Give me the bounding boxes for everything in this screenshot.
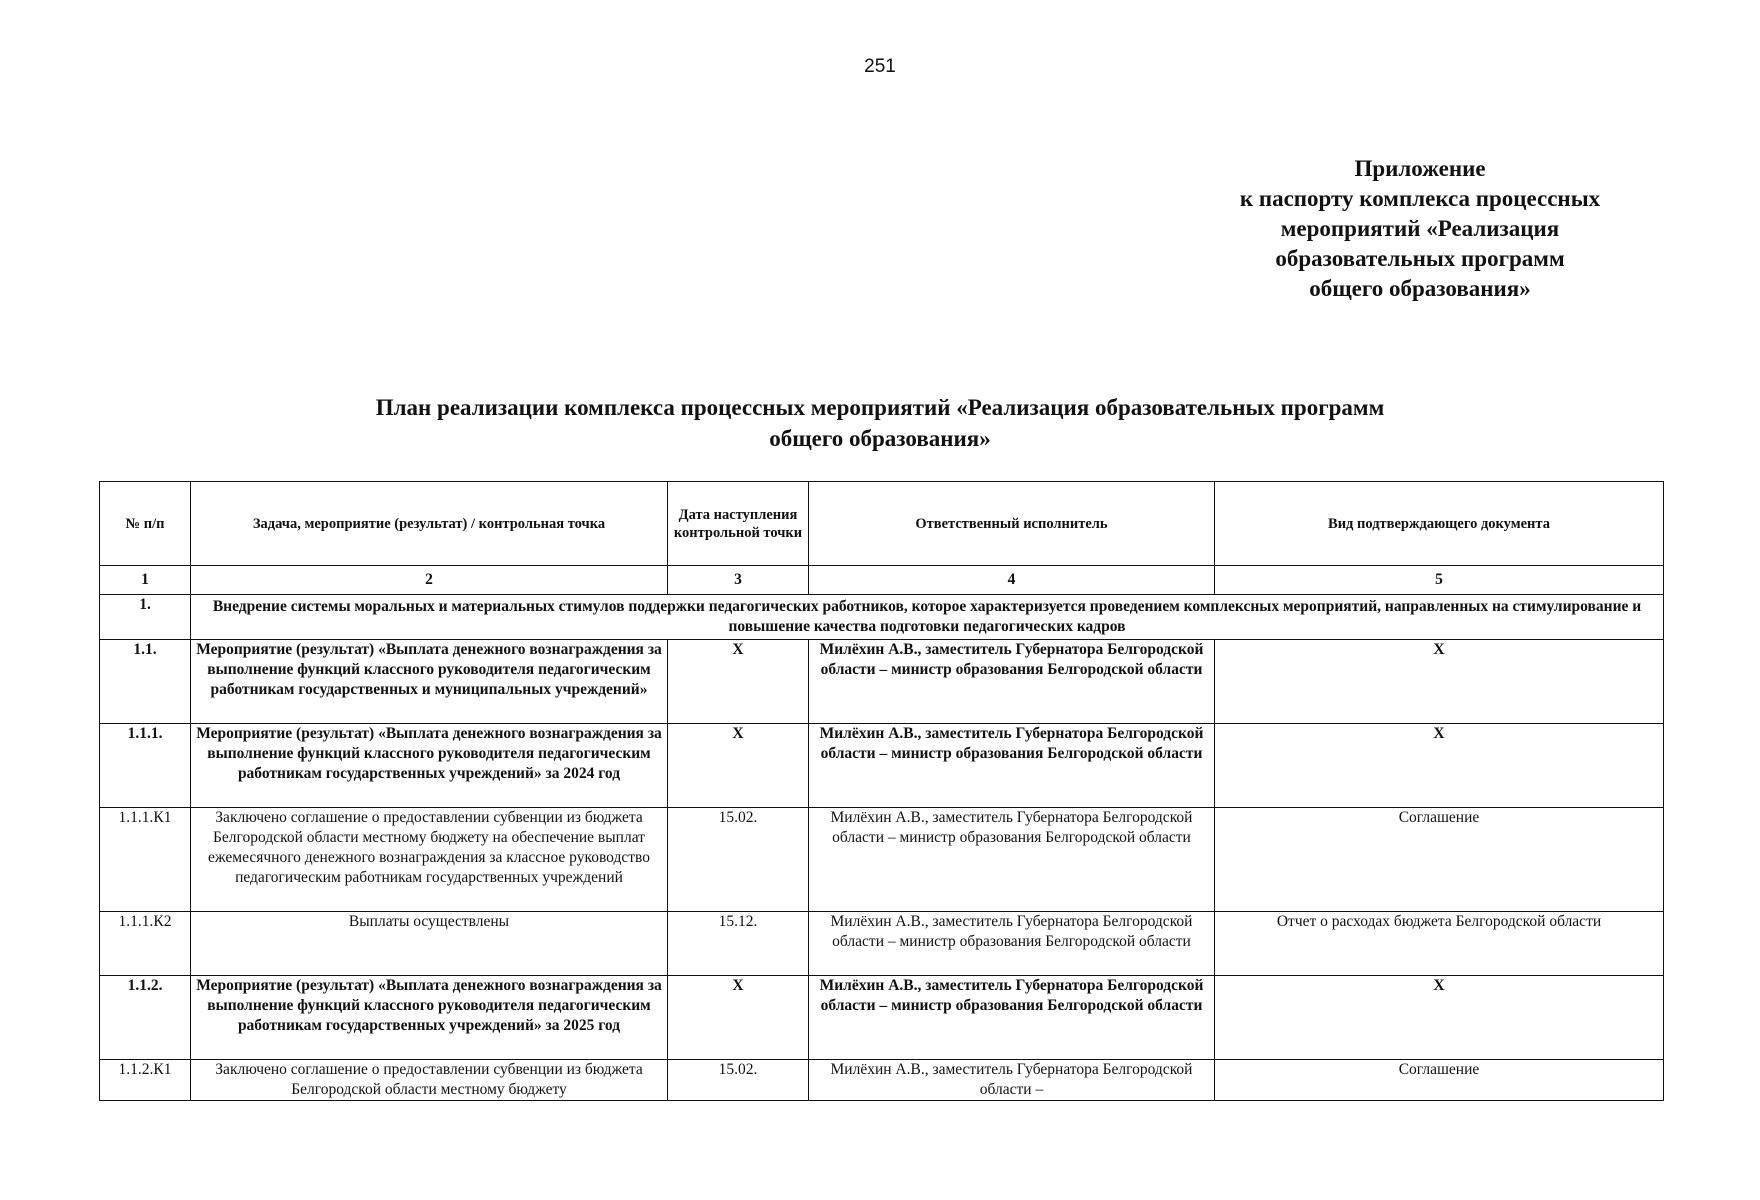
table-header-row	[100, 482, 1664, 566]
row-date: 15.02.	[668, 808, 809, 912]
row-task: Мероприятие (результат) «Выплата денежного вознаграждения за выполнение функций классного руководителя педагогическим работникам государственных и муниципальных учреждений»	[191, 640, 668, 724]
row-responsible: Милёхин А.В., заместитель Губернатора Белгородской области – министр образования Белгородской области	[809, 976, 1215, 1060]
row-date: 15.12.	[668, 912, 809, 976]
row-num: 1.1.	[100, 640, 191, 724]
row-num: 1.1.1.К1	[100, 808, 191, 912]
row-responsible: Милёхин А.В., заместитель Губернатора Белгородской области – министр образования Белгородской области	[809, 724, 1215, 808]
section-row	[100, 595, 1664, 640]
row-num: 1.1.1.К2	[100, 912, 191, 976]
row-num: 1.1.1.	[100, 724, 191, 808]
row-document: Соглашение	[1215, 1060, 1664, 1101]
row-responsible: Милёхин А.В., заместитель Губернатора Белгородской области – министр образования Белгородской области	[809, 808, 1215, 912]
row-task: Мероприятие (результат) «Выплата денежного вознаграждения за выполнение функций классного руководителя педагогическим работникам государственных учреждений» за 2024 год	[191, 724, 668, 808]
column-number: 2	[191, 566, 668, 595]
header-responsible: Ответственный исполнитель	[809, 482, 1215, 566]
table-row	[100, 1060, 1664, 1101]
table-row	[100, 912, 1664, 976]
row-responsible: Милёхин А.В., заместитель Губернатора Белгородской области – министр образования Белгородской области	[809, 640, 1215, 724]
header-num: № п/п	[100, 482, 191, 566]
row-task: Выплаты осуществлены	[191, 912, 668, 976]
appendix-line: мероприятий «Реализация	[1280, 216, 1560, 241]
section-text: Внедрение системы моральных и материальных стимулов поддержки педагогических работников, которое характеризуется проведением комплексных мероприятий, направленных на стимулирование и повышение качества подготовки педагогических кадров	[191, 595, 1664, 640]
row-task: Мероприятие (результат) «Выплата денежного вознаграждения за выполнение функций классного руководителя педагогическим работникам государственных учреждений» за 2025 год	[191, 976, 668, 1060]
row-responsible: Милёхин А.В., заместитель Губернатора Белгородской области – министр образования Белгородской области	[809, 912, 1215, 976]
header-task: Задача, мероприятие (результат) / контрольная точка	[191, 482, 668, 566]
header-document: Вид подтверждающего документа	[1215, 482, 1664, 566]
row-document: Отчет о расходах бюджета Белгородской области	[1215, 912, 1664, 976]
document-title	[0, 392, 1760, 454]
row-date: X	[668, 640, 809, 724]
row-date: X	[668, 724, 809, 808]
row-num: 1.1.2.К1	[100, 1060, 191, 1101]
plan-table	[99, 481, 1664, 1101]
row-document: X	[1215, 976, 1664, 1060]
row-date: 15.02.	[668, 1060, 809, 1101]
appendix-line: образовательных программ	[1275, 246, 1565, 271]
table-row	[100, 640, 1664, 724]
title-line-1: План реализации комплекса процессных мероприятий «Реализация образовательных программ	[375, 395, 1385, 420]
column-number: 1	[100, 566, 191, 595]
row-date: X	[668, 976, 809, 1060]
row-document: X	[1215, 724, 1664, 808]
row-task: Заключено соглашение о предоставлении субвенции из бюджета Белгородской области местному бюджету на обеспечение выплат ежемесячного денежного вознаграждения за классное руководство педагогическим работникам государственных учреждений	[191, 808, 668, 912]
column-number-row	[100, 566, 1664, 595]
row-num: 1.1.2.	[100, 976, 191, 1060]
column-number: 3	[668, 566, 809, 595]
section-num: 1.	[100, 595, 191, 640]
column-number: 4	[809, 566, 1215, 595]
appendix-line: Приложение	[1354, 156, 1486, 181]
row-task: Заключено соглашение о предоставлении субвенции из бюджета Белгородской области местному бюджету	[191, 1060, 668, 1101]
row-document: X	[1215, 640, 1664, 724]
page-number: 251	[864, 56, 896, 77]
title-line-2: общего образования»	[769, 426, 991, 451]
table-row	[100, 976, 1664, 1060]
table-row	[100, 808, 1664, 912]
appendix-line: к паспорту комплекса процессных	[1239, 186, 1601, 211]
table-row	[100, 724, 1664, 808]
row-document: Соглашение	[1215, 808, 1664, 912]
appendix-heading	[1200, 154, 1640, 304]
column-number: 5	[1215, 566, 1664, 595]
header-date: Дата наступления контрольной точки	[668, 482, 809, 566]
appendix-line: общего образования»	[1309, 276, 1531, 301]
row-responsible: Милёхин А.В., заместитель Губернатора Белгородской области –	[809, 1060, 1215, 1101]
